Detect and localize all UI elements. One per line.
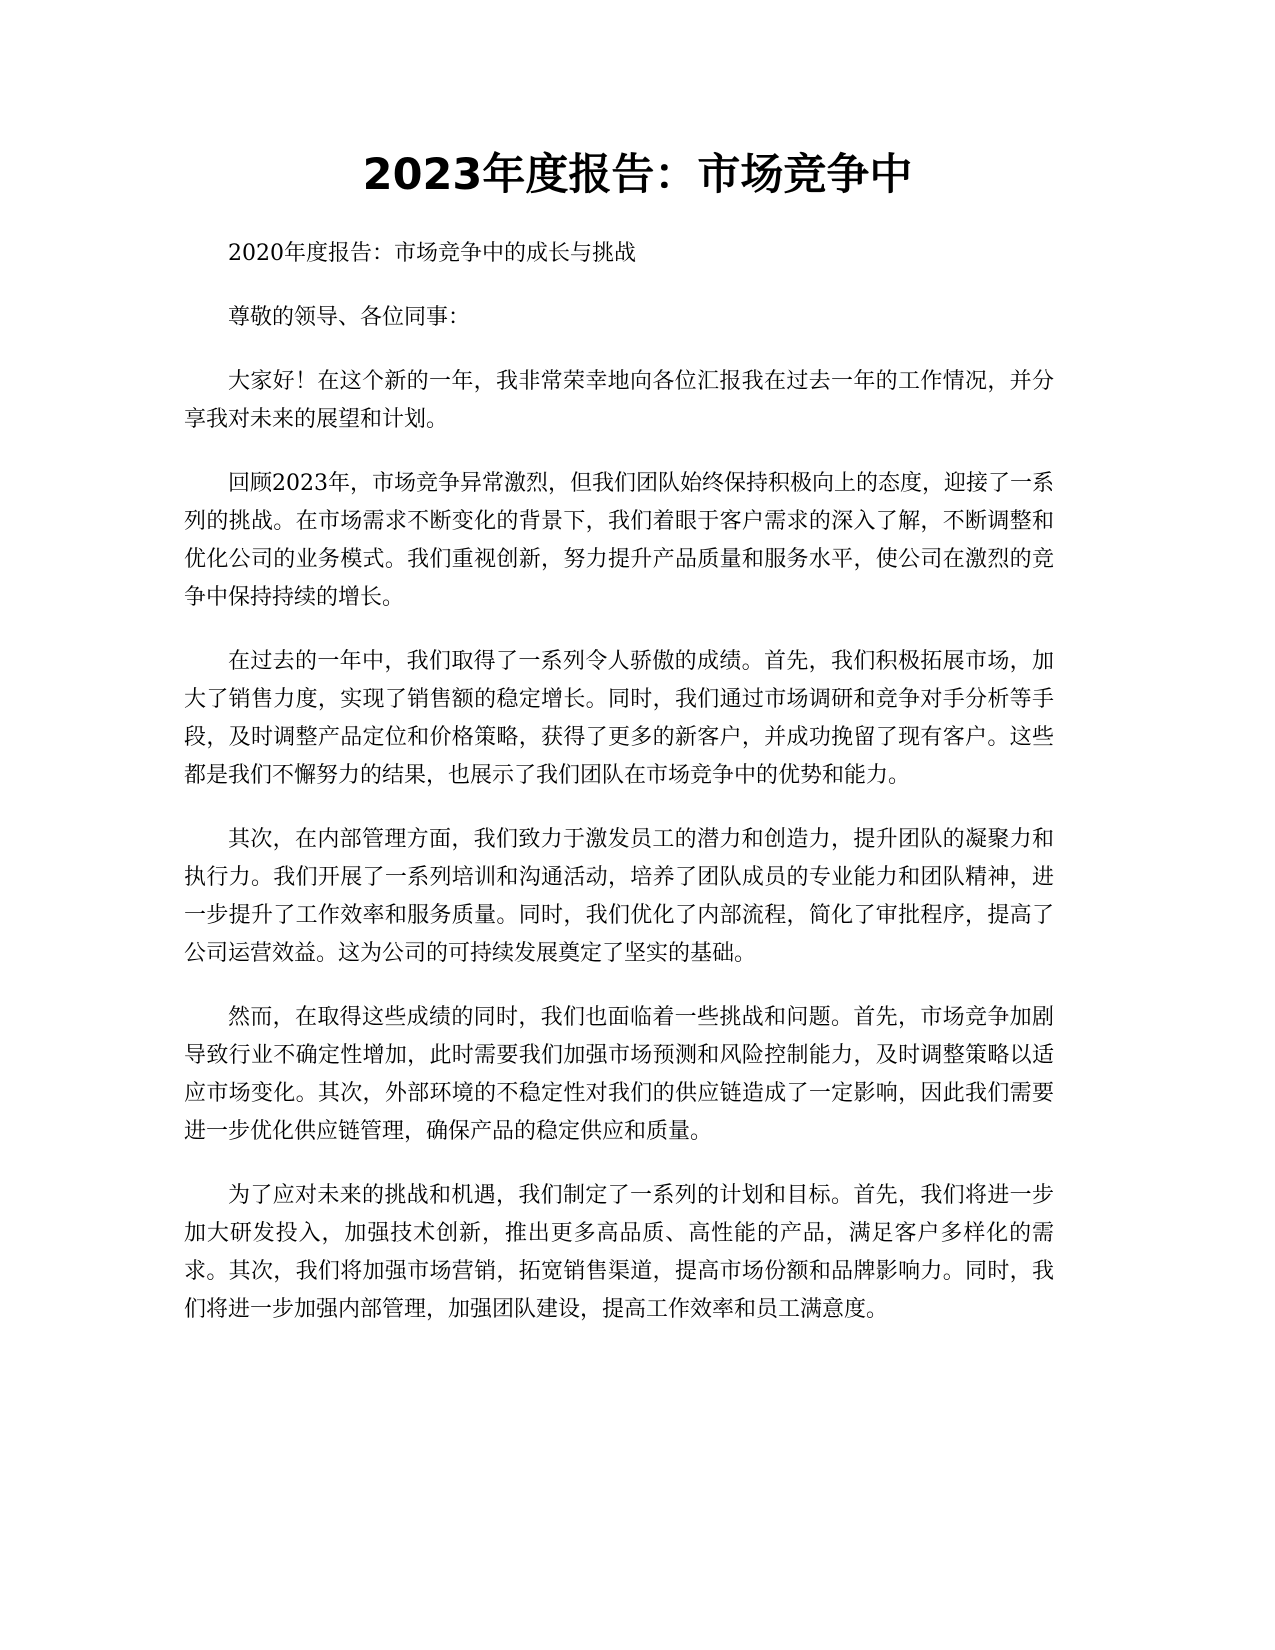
document-body bbox=[184, 235, 1054, 1355]
report-subtitle-paragraph: 2020年度报告：市场竞争中的成长与挑战 bbox=[228, 241, 636, 266]
internal-management-paragraph: 其次，在内部管理方面，我们致力于激发员工的潜力和创造力，提升团队的凝聚力和执行力。我们开展了一系列培训和沟通活动，培养了团队成员的专业能力和团队精神，进一步提升了工作效率和服务质量。同时，我们优化了内部流程，简化了审批程序，提高了公司运营效益。这为公司的可持续发展奠定了坚实的基础。 bbox=[184, 827, 1054, 966]
salutation-paragraph: 尊敬的领导、各位同事： bbox=[228, 305, 471, 330]
greeting-paragraph: 大家好！在这个新的一年，我非常荣幸地向各位汇报我在过去一年的工作情况，并分享我对未来的展望和计划。 bbox=[184, 369, 1054, 432]
achievements-paragraph: 在过去的一年中，我们取得了一系列令人骄傲的成绩。首先，我们积极拓展市场，加大了销售力度，实现了销售额的稳定增长。同时，我们通过市场调研和竞争对手分析等手段，及时调整产品定位和价格策略，获得了更多的新客户，并成功挽留了现有客户。这些都是我们不懈努力的结果，也展示了我们团队在市场竞争中的优势和能力。 bbox=[184, 649, 1054, 788]
review-paragraph: 回顾2023年，市场竞争异常激烈，但我们团队始终保持积极向上的态度，迎接了一系列的挑战。在市场需求不断变化的背景下，我们着眼于客户需求的深入了解，不断调整和优化公司的业务模式。我们重视创新，努力提升产品质量和服务水平，使公司在激烈的竞争中保持持续的增长。 bbox=[184, 471, 1054, 610]
challenges-paragraph: 然而，在取得这些成绩的同时，我们也面临着一些挑战和问题。首先，市场竞争加剧导致行业不确定性增加，此时需要我们加强市场预测和风险控制能力，及时调整策略以适应市场变化。其次，外部环境的不稳定性对我们的供应链造成了一定影响，因此我们需要进一步优化供应链管理，确保产品的稳定供应和质量。 bbox=[184, 1005, 1054, 1144]
document-title: 2023年度报告：市场竞争中 bbox=[362, 150, 913, 200]
plans-paragraph: 为了应对未来的挑战和机遇，我们制定了一系列的计划和目标。首先，我们将进一步加大研发投入，加强技术创新，推出更多高品质、高性能的产品，满足客户多样化的需求。其次，我们将加强市场营销，拓宽销售渠道，提高市场份额和品牌影响力。同时，我们将进一步加强内部管理，加强团队建设，提高工作效率和员工满意度。 bbox=[184, 1183, 1054, 1322]
